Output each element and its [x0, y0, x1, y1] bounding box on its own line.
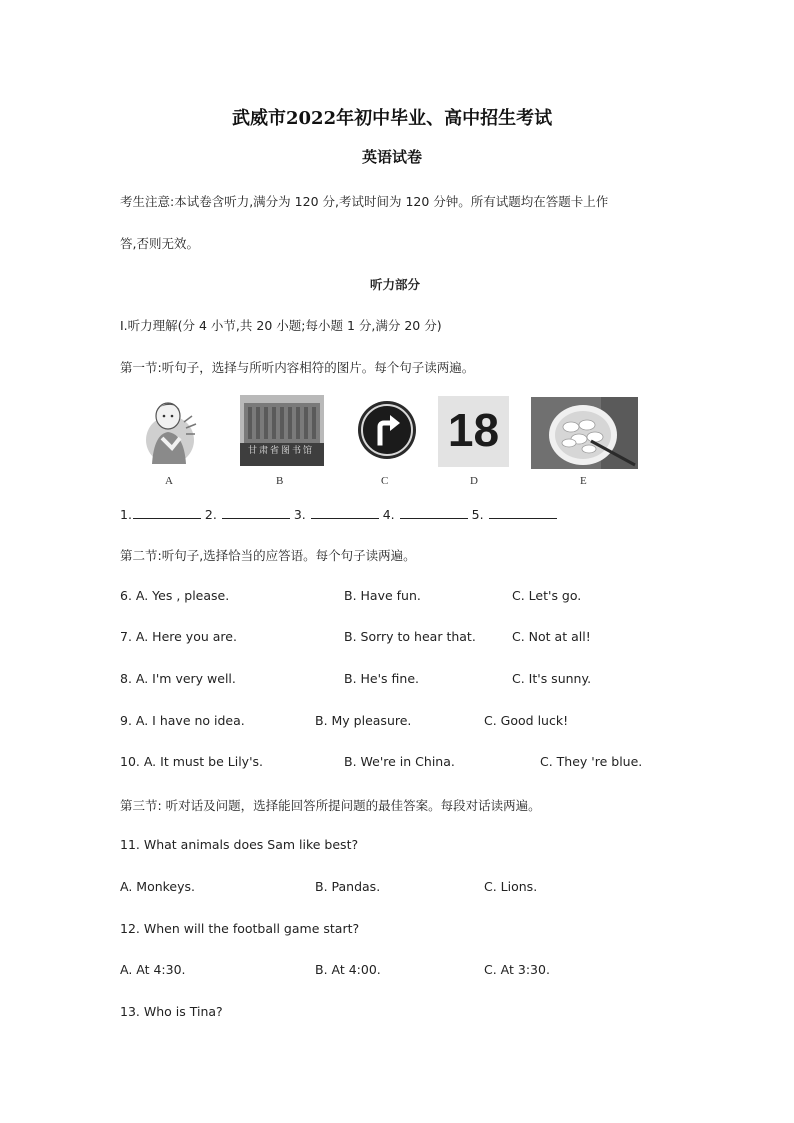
- q7-option-a: 7. A. Here you are.: [120, 629, 237, 644]
- dumplings-bowl-icon: [531, 397, 638, 469]
- q7-option-c: C. Not at all!: [512, 629, 591, 644]
- answer-blank-3[interactable]: [311, 506, 379, 519]
- notice-line-1: 考生注意:本试卷含听力,满分为 120 分,考试时间为 120 分钟。所有试题均在答题卡上作: [120, 194, 609, 209]
- answer-blank-1[interactable]: [133, 506, 201, 519]
- notice-line-2: 答,否则无效。: [120, 236, 199, 251]
- exam-subtitle: 英语试卷: [362, 148, 423, 166]
- answer-blanks-row: [120, 506, 557, 522]
- answer-blank-5[interactable]: [489, 506, 557, 519]
- section-3-instruction: 第三节: 听对话及问题，选择能回答所提问题的最佳答案。每段对话读两遍。: [120, 798, 541, 813]
- q13-question: 13. Who is Tina?: [120, 1004, 223, 1019]
- listening-heading: 听力部分: [370, 277, 421, 292]
- number-18-text: 18: [447, 404, 500, 456]
- q12-option-a: A. At 4:30.: [120, 962, 186, 977]
- blank-label-4: 4.: [382, 507, 395, 522]
- section-2-instruction: 第二节:听句子,选择恰当的应答语。每个句子读两遍。: [120, 548, 416, 563]
- q10-option-c: C. They 're blue.: [540, 754, 643, 769]
- q9-option-c: C. Good luck!: [484, 713, 569, 728]
- blank-label-5: 5.: [471, 507, 484, 522]
- q9-option-b: B. My pleasure.: [315, 713, 412, 728]
- library-building-icon: [240, 395, 324, 466]
- picture-label-d: D: [470, 475, 478, 487]
- answer-blank-2[interactable]: [222, 506, 290, 519]
- number-18-icon: [438, 396, 509, 467]
- q10-option-a: 10. A. It must be Lily's.: [120, 754, 264, 769]
- q11-question: 11. What animals does Sam like best?: [120, 837, 359, 852]
- blank-label-1: 1.: [120, 507, 132, 522]
- q8-option-c: C. It's sunny.: [512, 671, 592, 686]
- q11-option-b: B. Pandas.: [315, 879, 381, 894]
- picture-label-c: C: [381, 475, 389, 487]
- q6-option-b: B. Have fun.: [344, 588, 421, 603]
- q8-option-a: 8. A. I'm very well.: [120, 671, 236, 686]
- turn-right-sign-icon: [356, 399, 418, 461]
- q12-option-c: C. At 3:30.: [484, 962, 550, 977]
- picture-label-a: A: [165, 475, 173, 487]
- q10-option-b: B. We're in China.: [344, 754, 455, 769]
- blank-label-2: 2.: [204, 507, 217, 522]
- q12-option-b: B. At 4:00.: [315, 962, 381, 977]
- part-1-heading: I.听力理解(分 4 小节,共 20 小题;每小题 1 分,满分 20 分): [120, 318, 442, 333]
- q6-option-c: C. Let's go.: [512, 588, 582, 603]
- picture-label-b: B: [276, 475, 284, 487]
- library-sign: 甘肃省图书馆: [248, 446, 315, 456]
- q9-option-a: 9. A. I have no idea.: [120, 713, 245, 728]
- q11-option-a: A. Monkeys.: [120, 879, 195, 894]
- thinking-boy-icon: [140, 394, 218, 466]
- answer-blank-4[interactable]: [400, 506, 468, 519]
- exam-title: 武威市2022年初中毕业、高中招生考试: [232, 108, 553, 129]
- q11-option-c: C. Lions.: [484, 879, 538, 894]
- q7-option-b: B. Sorry to hear that.: [344, 629, 476, 644]
- picture-label-e: E: [580, 475, 587, 487]
- section-1-instruction: 第一节:听句子，选择与所听内容相符的图片。每个句子读两遍。: [120, 360, 475, 375]
- blank-label-3: 3.: [293, 507, 306, 522]
- q8-option-b: B. He's fine.: [344, 671, 419, 686]
- q6-option-a: 6. A. Yes , please.: [120, 588, 230, 603]
- q12-question: 12. When will the football game start?: [120, 921, 360, 936]
